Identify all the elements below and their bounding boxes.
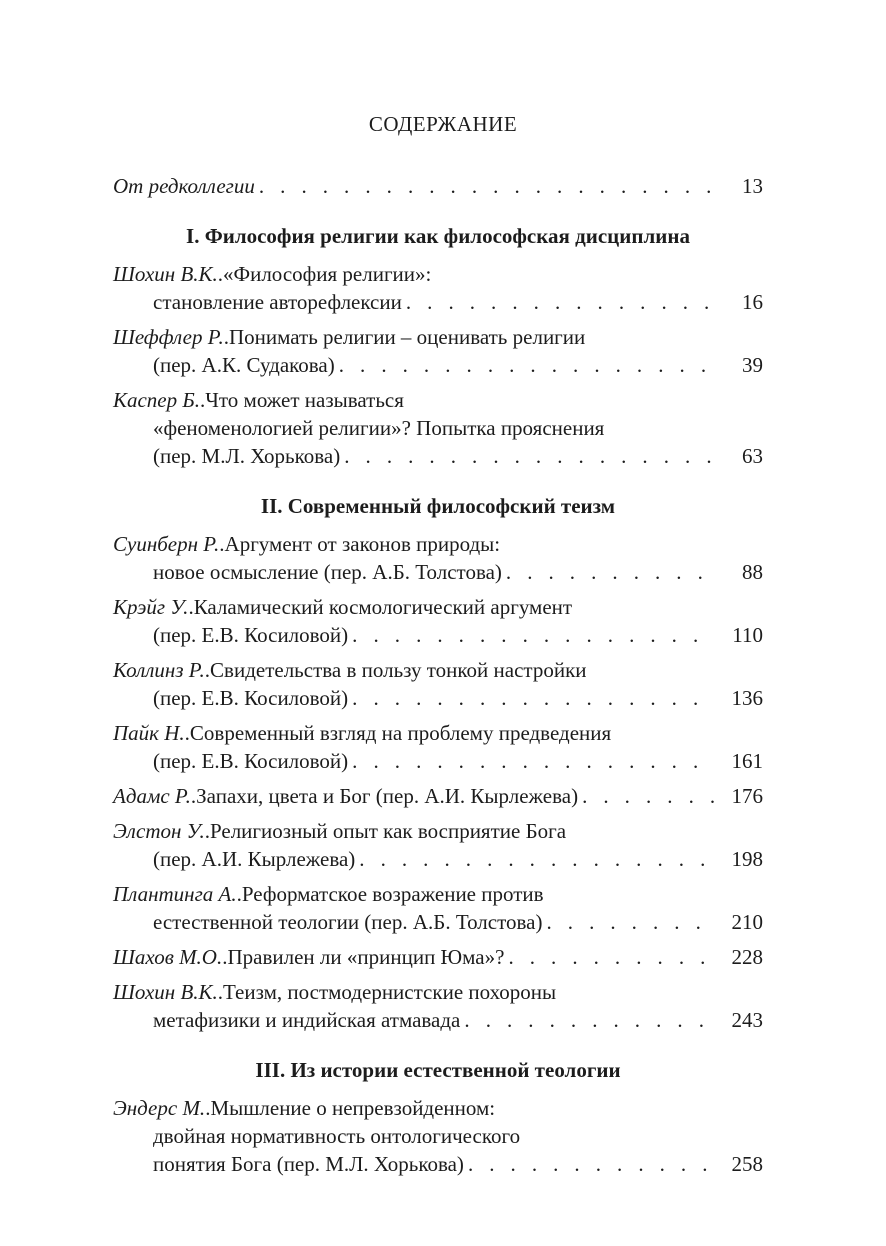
toc-entry: [113, 593, 763, 649]
toc-entry: [113, 323, 763, 379]
page-number: 136: [731, 686, 763, 710]
page-number: 176: [731, 784, 763, 808]
toc-continuation-line: [113, 1006, 763, 1034]
entry-title: Понимать религии – оценивать религии: [228, 325, 586, 349]
section-heading: III. Из истории естественной теологии: [255, 1058, 621, 1082]
toc-line: [113, 172, 763, 200]
toc-continuation-line: [113, 621, 763, 649]
entry-author: Шеффлер Р.: [113, 325, 224, 349]
toc-line: Адамс Р. . Запахи, цвета и Бог (пер. А.И. Кырлежева) . . . 176: [113, 782, 763, 810]
toc-continuation-line: [113, 1150, 763, 1178]
toc-line: Шохин В.К. . Теизм, постмодернистские похороны: [113, 980, 557, 1004]
entry-author: Пайк Н.: [113, 721, 185, 745]
page-number: 63: [742, 444, 763, 468]
toc-line: Плантинга А. . Реформатское возражение против: [113, 882, 544, 906]
page-title: СОДЕРЖАНИЕ: [368, 112, 518, 136]
toc-continuation-line: [113, 845, 763, 873]
toc-entry: [113, 386, 763, 470]
toc-line: Шеффлер Р. . Понимать религии – оценивать религии: [113, 325, 586, 349]
page-number: 39: [742, 353, 763, 377]
page-number: 228: [731, 945, 763, 969]
toc-line: Суинберн Р. . Аргумент от законов природы:: [113, 532, 501, 556]
toc-entry-intro: [113, 172, 763, 200]
entry-title-continued: метафизики и индийская атмавада: [153, 1008, 461, 1032]
toc-continuation-line: [113, 351, 763, 379]
entry-author: Шохин В.К.: [113, 980, 218, 1004]
entry-title: Что может называться: [205, 388, 404, 412]
entry-title-continued: (пер. А.К. Судакова): [153, 353, 335, 377]
toc-entry: [113, 1094, 763, 1178]
toc-line: Крэйг У. . Каламический космологический аргумент: [113, 595, 573, 619]
leader-dots: [352, 621, 715, 649]
entry-title: Религиозный опыт как восприятие Бога: [209, 819, 567, 843]
toc-entry: [113, 880, 763, 936]
leader-dots: [506, 558, 715, 586]
entry-title: Аргумент от законов природы:: [224, 532, 501, 556]
entry-author: Элстон У.: [113, 819, 205, 843]
page-number: 13: [742, 174, 763, 198]
entry-title-continued: (пер. М.Л. Хорькова): [153, 444, 341, 468]
entry-title-continued: (пер. Е.В. Косиловой): [153, 749, 349, 773]
entry-author: Суинберн Р.: [113, 532, 220, 556]
leader-dots: [406, 288, 715, 316]
leader-dots: [582, 782, 715, 810]
toc-entry: [113, 978, 763, 1034]
page-number: 210: [731, 910, 763, 934]
leader-dots: [464, 1006, 715, 1034]
entry-title: Запахи, цвета и Бог (пер. А.И. Кырлежева): [196, 784, 579, 808]
entry-author: Плантинга А.: [113, 882, 237, 906]
leader-dots: [344, 442, 715, 470]
leader-dots: [508, 943, 715, 971]
entry-title: Свидетельства в пользу тонкой настройки: [210, 658, 587, 682]
entry-author: Каспер Б.: [113, 388, 200, 412]
entry-title-continued: (пер. Е.В. Косиловой): [153, 686, 349, 710]
toc-continuation-line: [113, 1122, 763, 1150]
toc-sections: [113, 222, 763, 1178]
page-number: 198: [731, 847, 763, 871]
entry-title: От редколлегии: [113, 174, 255, 198]
toc-entry: [113, 260, 763, 316]
leader-dots: [352, 747, 715, 775]
toc-entry: [113, 943, 763, 971]
entry-title: Теизм, постмодернистские похороны: [223, 980, 557, 1004]
toc-entry: [113, 530, 763, 586]
leader-dots: [359, 845, 715, 873]
toc-line: Пайк Н. . Современный взгляд на проблему предведения: [113, 721, 612, 745]
entry-title-continued: понятия Бога (пер. М.Л. Хорькова): [153, 1152, 464, 1176]
toc-continuation-line: [113, 684, 763, 712]
entry-author: Шохин В.К.: [113, 262, 218, 286]
section-heading: I. Философия религии как философская дисциплина: [186, 224, 690, 248]
entry-title: Современный взгляд на проблему предведения: [189, 721, 612, 745]
entry-title: Реформатское возражение против: [241, 882, 544, 906]
entry-title: «Философия религии»:: [223, 262, 432, 286]
entry-title-continued: (пер. Е.В. Косиловой): [153, 623, 349, 647]
section-heading: II. Современный философский теизм: [260, 494, 616, 518]
entry-title-continued: «феноменологией религии»? Попытка прояснения: [153, 416, 605, 440]
page-number: 243: [731, 1008, 763, 1032]
entry-title: Каламический космологический аргумент: [193, 595, 573, 619]
page-number: 258: [731, 1152, 763, 1176]
toc-line: Шохин В.К. . «Философия религии»:: [113, 262, 432, 286]
toc-continuation-line: [113, 288, 763, 316]
toc-continuation-line: [113, 908, 763, 936]
toc-line: Шахов М.О. . Правилен ли «принцип Юма»? . . . 228: [113, 943, 763, 971]
table-of-contents: [113, 172, 763, 1185]
leader-dots: [259, 172, 715, 200]
page-number: 161: [731, 749, 763, 773]
leader-dots: [339, 351, 715, 379]
page-number: 16: [742, 290, 763, 314]
toc-continuation-line: [113, 558, 763, 586]
entry-author: Шахов М.О.: [113, 945, 223, 969]
toc-line: Эндерс М. . Мышление о непревзойденном:: [113, 1096, 496, 1120]
toc-entry: [113, 719, 763, 775]
toc-line: Каспер Б. . Что может называться: [113, 388, 404, 412]
entry-title-continued: естественной теологии (пер. А.Б. Толстова): [153, 910, 543, 934]
entry-author: Коллинз Р.: [113, 658, 205, 682]
entry-author: Крэйг У.: [113, 595, 189, 619]
leader-dots: [468, 1150, 715, 1178]
entry-author: Адамс Р.: [113, 784, 191, 808]
page-number: 110: [732, 623, 763, 647]
toc-entry: [113, 656, 763, 712]
toc-entry: [113, 817, 763, 873]
entry-title-continued: новое осмысление (пер. А.Б. Толстова): [153, 560, 502, 584]
page-number: 88: [742, 560, 763, 584]
entry-title: Правилен ли «принцип Юма»?: [227, 945, 505, 969]
leader-dots: [352, 684, 715, 712]
entry-title: Мышление о непревзойденном:: [210, 1096, 496, 1120]
entry-title-continued: становление авторефлексии: [153, 290, 402, 314]
leader-dots: [546, 908, 715, 936]
toc-continuation-line: [113, 414, 763, 442]
toc-entry: [113, 782, 763, 810]
toc-continuation-line: [113, 442, 763, 470]
toc-continuation-line: [113, 747, 763, 775]
toc-line: Коллинз Р. . Свидетельства в пользу тонкой настройки: [113, 658, 587, 682]
toc-line: Элстон У. . Религиозный опыт как восприятие Бога: [113, 819, 567, 843]
entry-title-continued: двойная нормативность онтологического: [153, 1124, 521, 1148]
entry-title-continued: (пер. А.И. Кырлежева): [153, 847, 356, 871]
entry-author: Эндерс М.: [113, 1096, 206, 1120]
